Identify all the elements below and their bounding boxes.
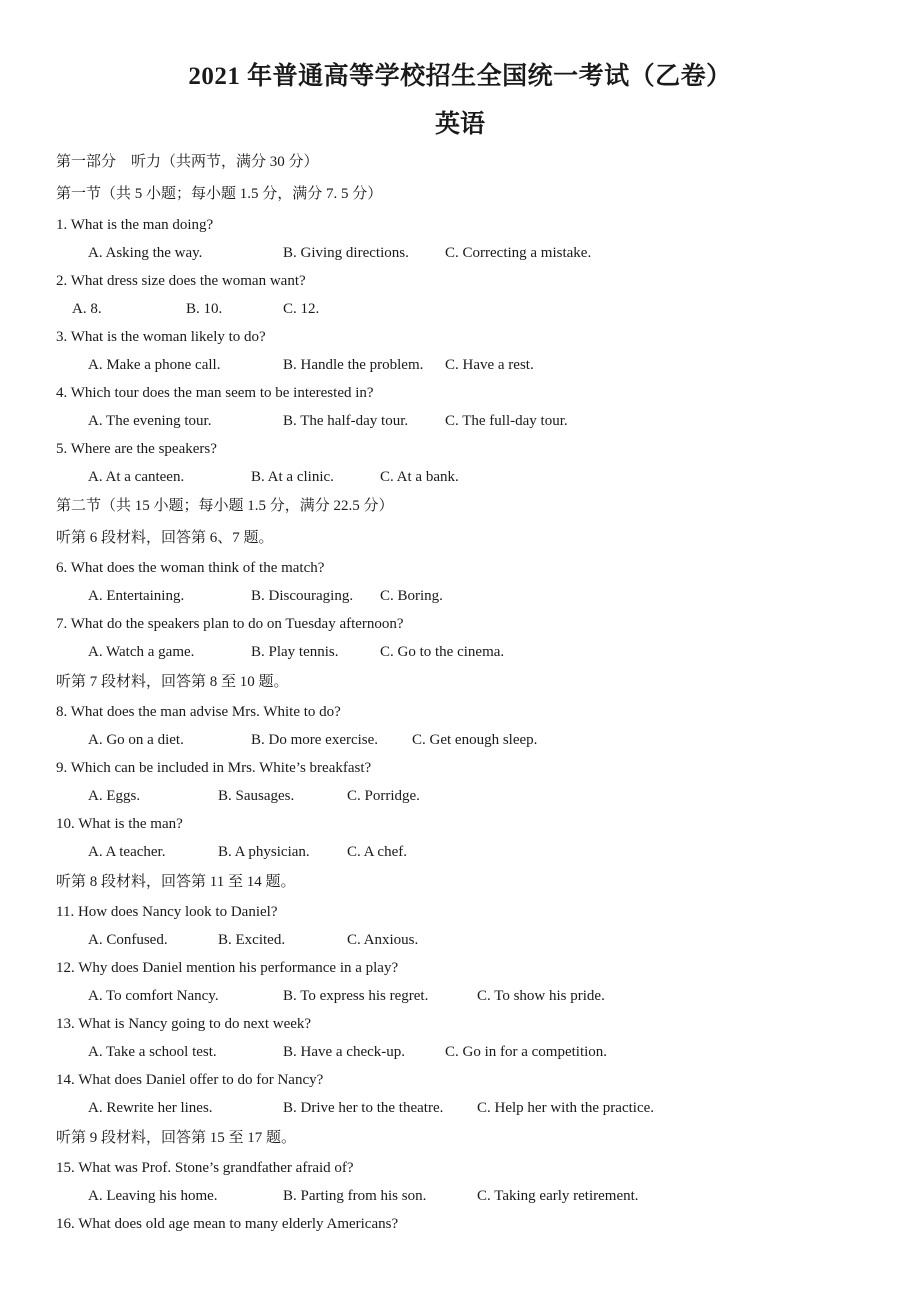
question-7-option-c: C. Go to the cinema. bbox=[380, 644, 505, 660]
question-12-option-c: C. To show his pride. bbox=[477, 988, 605, 1004]
question-3: 3. What is the woman likely to do? bbox=[56, 329, 266, 345]
question-6: 6. What does the woman think of the match? bbox=[56, 560, 325, 576]
question-5: 5. Where are the speakers? bbox=[56, 441, 217, 457]
question-3-option-c: C. Have a rest. bbox=[445, 357, 534, 373]
part-heading: 第一部分 听力（共两节，满分 30 分） bbox=[56, 154, 319, 170]
question-10-option-c: C. A chef. bbox=[347, 844, 407, 860]
question-1-option-c: C. Correcting a mistake. bbox=[445, 245, 592, 261]
question-4-option-c: C. The full-day tour. bbox=[445, 413, 568, 429]
question-5-option-c: C. At a bank. bbox=[380, 469, 459, 485]
question-9-option-a: A. Eggs. bbox=[88, 788, 141, 804]
question-1: 1. What is the man doing? bbox=[56, 217, 214, 233]
question-11: 11. How does Nancy look to Daniel? bbox=[56, 904, 278, 920]
question-11-option-b: B. Excited. bbox=[218, 932, 286, 948]
question-15-option-c: C. Taking early retirement. bbox=[477, 1188, 639, 1204]
question-4-option-b: B. The half-day tour. bbox=[283, 413, 409, 429]
question-8-option-c: C. Get enough sleep. bbox=[412, 732, 538, 748]
instruction-3: 听第 8 段材料，回答第 11 至 14 题。 bbox=[56, 874, 296, 890]
question-2-option-b: B. 10. bbox=[186, 301, 223, 317]
question-6-option-c: C. Boring. bbox=[380, 588, 443, 604]
question-5-option-b: B. At a clinic. bbox=[251, 469, 334, 485]
question-7: 7. What do the speakers plan to do on Tuesday afternoon? bbox=[56, 616, 404, 632]
question-15-option-b: B. Parting from his son. bbox=[283, 1188, 427, 1204]
question-9-option-b: B. Sausages. bbox=[218, 788, 295, 804]
question-13: 13. What is Nancy going to do next week? bbox=[56, 1016, 312, 1032]
question-13-option-b: B. Have a check-up. bbox=[283, 1044, 406, 1060]
section2-heading: 第二节（共 15 小题；每小题 1.5 分，满分 22.5 分） bbox=[56, 498, 394, 514]
question-7-option-b: B. Play tennis. bbox=[251, 644, 339, 660]
question-13-option-c: C. Go in for a competition. bbox=[445, 1044, 608, 1060]
question-12-option-b: B. To express his regret. bbox=[283, 988, 429, 1004]
exam-subject: 英语 bbox=[434, 111, 485, 138]
question-8: 8. What does the man advise Mrs. White to do? bbox=[56, 704, 341, 720]
question-10-option-a: A. A teacher. bbox=[88, 844, 166, 860]
question-6-option-a: A. Entertaining. bbox=[88, 588, 185, 604]
question-7-option-a: A. Watch a game. bbox=[88, 644, 195, 660]
question-14-option-b: B. Drive her to the theatre. bbox=[283, 1100, 444, 1116]
question-2: 2. What dress size does the woman want? bbox=[56, 273, 306, 289]
question-10: 10. What is the man? bbox=[56, 816, 183, 832]
question-9: 9. Which can be included in Mrs. White’s breakfast? bbox=[56, 760, 372, 776]
instruction-4: 听第 9 段材料，回答第 15 至 17 题。 bbox=[56, 1130, 297, 1146]
question-16: 16. What does old age mean to many elderly Americans? bbox=[56, 1216, 399, 1232]
question-10-option-b: B. A physician. bbox=[218, 844, 310, 860]
question-6-option-b: B. Discouraging. bbox=[251, 588, 354, 604]
question-11-option-a: A. Confused. bbox=[88, 932, 168, 948]
question-2-option-a: A. 8. bbox=[72, 301, 102, 317]
question-15-option-a: A. Leaving his home. bbox=[88, 1188, 218, 1204]
question-1-option-a: A. Asking the way. bbox=[88, 245, 203, 261]
question-4: 4. Which tour does the man seem to be interested in? bbox=[56, 385, 374, 401]
question-12-option-a: A. To comfort Nancy. bbox=[88, 988, 219, 1004]
question-14-option-a: A. Rewrite her lines. bbox=[88, 1100, 213, 1116]
question-3-option-a: A. Make a phone call. bbox=[88, 357, 221, 373]
question-9-option-c: C. Porridge. bbox=[347, 788, 420, 804]
question-13-option-a: A. Take a school test. bbox=[88, 1044, 217, 1060]
question-5-option-a: A. At a canteen. bbox=[88, 469, 185, 485]
question-3-option-b: B. Handle the problem. bbox=[283, 357, 424, 373]
question-4-option-a: A. The evening tour. bbox=[88, 413, 212, 429]
instruction-2: 听第 7 段材料，回答第 8 至 10 题。 bbox=[56, 674, 289, 690]
question-12: 12. Why does Daniel mention his performance in a play? bbox=[56, 960, 399, 976]
question-14: 14. What does Daniel offer to do for Nancy? bbox=[56, 1072, 324, 1088]
question-2-option-c: C. 12. bbox=[283, 301, 320, 317]
question-11-option-c: C. Anxious. bbox=[347, 932, 419, 948]
question-15: 15. What was Prof. Stone’s grandfather afraid of? bbox=[56, 1160, 354, 1176]
question-14-option-c: C. Help her with the practice. bbox=[477, 1100, 655, 1116]
exam-title: 2021 年普通高等学校招生全国统一考试（乙卷） bbox=[188, 63, 732, 90]
instruction-1: 听第 6 段材料，回答第 6、7 题。 bbox=[56, 530, 274, 546]
question-8-option-b: B. Do more exercise. bbox=[251, 732, 379, 748]
question-8-option-a: A. Go on a diet. bbox=[88, 732, 184, 748]
section1-heading: 第一节（共 5 小题；每小题 1.5 分，满分 7. 5 分） bbox=[56, 186, 383, 202]
question-1-option-b: B. Giving directions. bbox=[283, 245, 409, 261]
